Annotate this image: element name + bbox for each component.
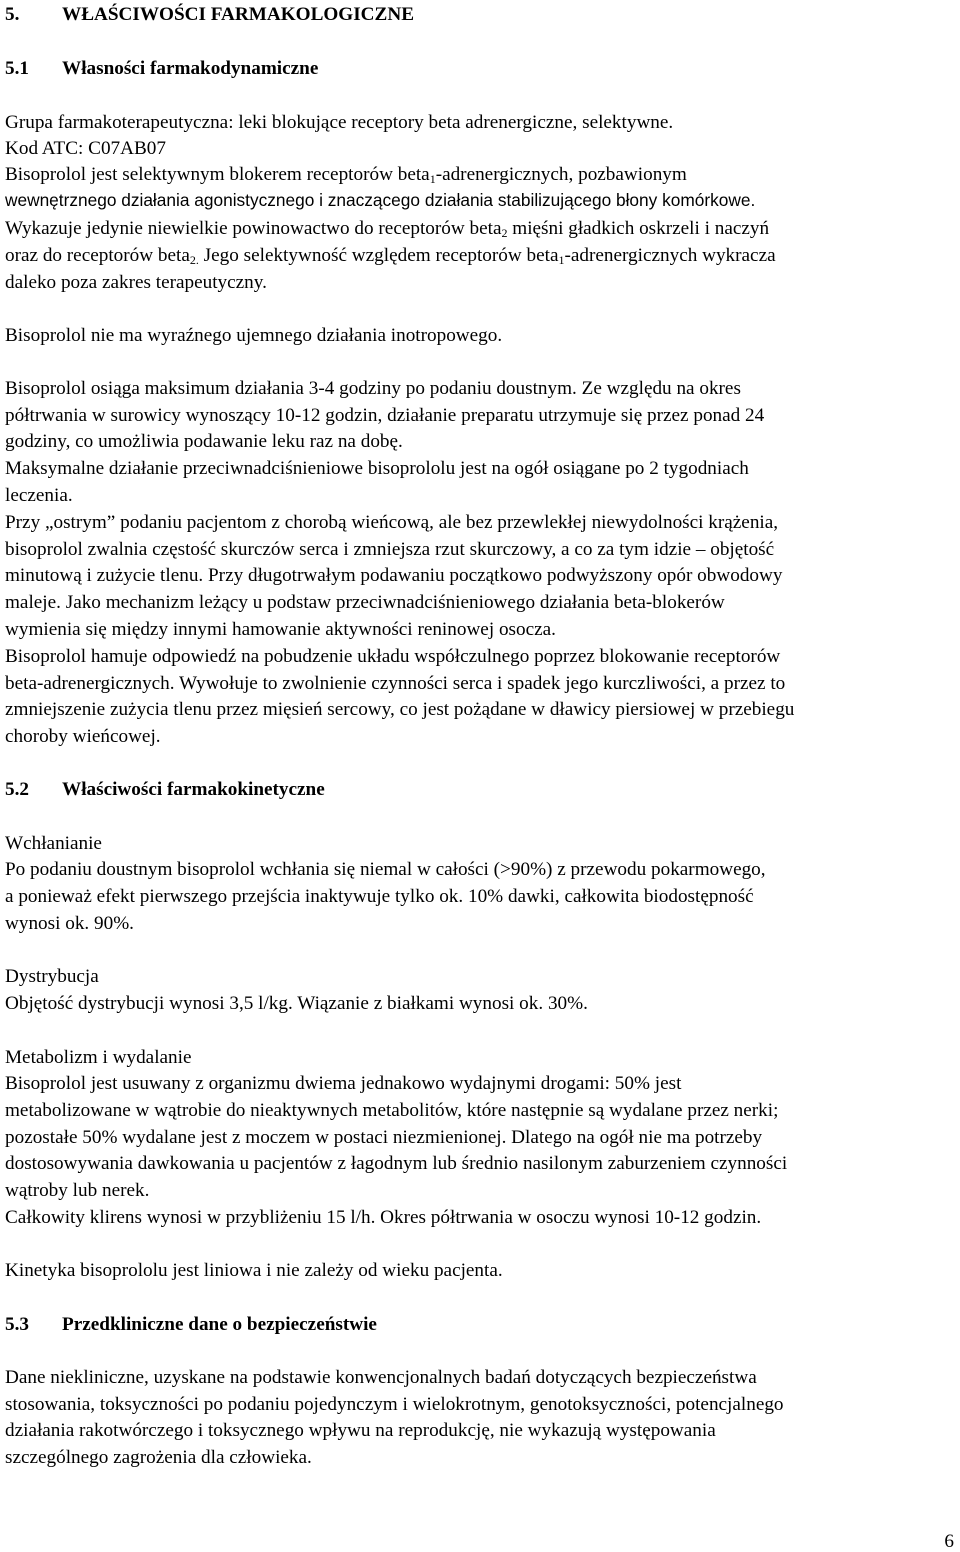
text-line: maleje. Jako mechanizm leżący u podstaw przeciwnadciśnieniowego działania beta-blokerów: [5, 592, 725, 613]
text-line: Maksymalne działanie przeciwnadciśnieniowe bisoprololu jest na ogół osiągane po 2 tygodniach: [5, 458, 749, 479]
text-line: Dane niekliniczne, uzyskane na podstawie konwencjonalnych badań dotyczących bezpieczeństwa: [5, 1367, 757, 1388]
text-line: minutową i zużycie tlenu. Przy długotrwałym podawaniu początkowo podwyższony opór obwodowy: [5, 565, 783, 586]
text-line: wynosi ok. 90%.: [5, 913, 134, 934]
text-line: pozostałe 50% wydalane jest z moczem w postaci niezmienionej. Dlatego na ogół nie ma potrzeby: [5, 1127, 763, 1148]
text-line: choroby wieńcowej.: [5, 726, 161, 747]
text-line: Przy „ostrym” podaniu pacjentom z chorobą wieńcową, ale bez przewlekłej niewydolności krążenia,: [5, 512, 779, 533]
subsection-heading: Własności farmakodynamiczne: [62, 58, 319, 79]
text-line: a ponieważ efekt pierwszego przejścia inaktywuje tylko ok. 10% dawki, całkowita biodostępność: [5, 886, 754, 907]
text-line: Bisoprolol osiąga maksimum działania 3-4 godziny po podaniu doustnym. Ze względu na okres: [5, 378, 741, 399]
text-line: Objętość dystrybucji wynosi 3,5 l/kg. Wiązanie z białkami wynosi ok. 30%.: [5, 993, 588, 1014]
text-line: Bisoprolol nie ma wyraźnego ujemnego działania inotropowego.: [5, 325, 503, 346]
text-line: bisoprolol zwalnia częstość skurczów serca i zmniejsza rzut skurczowy, a co za tym idzie – objętość: [5, 539, 775, 560]
subheading: Wchłanianie: [5, 833, 102, 854]
subheading: Dystrybucja: [5, 966, 99, 987]
subsection-number: 5.3: [5, 1314, 29, 1335]
text-line: Bisoprolol hamuje odpowiedź na pobudzenie układu współczulnego poprzez blokowanie receptorów: [5, 646, 781, 667]
text-line: metabolizowane w wątrobie do nieaktywnych metabolitów, które następnie są wydalane przez nerki;: [5, 1100, 779, 1121]
text-line: wymienia się między innymi hamowanie aktywności reninowej osocza.: [5, 619, 556, 640]
text-line: daleko poza zakres terapeutyczny.: [5, 272, 267, 293]
text-line: działania rakotwórczego i toksycznego wpływu na reprodukcję, nie wykazują występowania: [5, 1420, 716, 1441]
text-line: Po podaniu doustnym bisoprolol wchłania się niemal w całości (>90%) z przewodu pokarmowego,: [5, 859, 766, 880]
subsection-number: 5.2: [5, 779, 29, 800]
text-line: wewnętrznego działania agonistycznego i znaczącego działania stabilizującego błony komórkowe.: [5, 190, 756, 210]
text-line: Kod ATC: C07AB07: [5, 138, 166, 159]
section-heading: WŁAŚCIWOŚCI FARMAKOLOGICZNE: [62, 4, 414, 25]
text-line: półtrwania w surowicy wynoszący 10-12 godzin, działanie preparatu utrzymuje się przez ponad 24: [5, 405, 765, 426]
text-line: zmniejszenie zużycia tlenu przez mięsień sercowy, co jest pożądane w dławicy piersiowej w przebiegu: [5, 699, 795, 720]
text-line: oraz do receptorów beta$_{2.}$ Jego selektywność względem receptorów beta$_1$-adrenergicznych wykracza: [5, 245, 776, 267]
text-line: wątroby lub nerek.: [5, 1180, 150, 1201]
text-line: Kinetyka bisoprololu jest liniowa i nie zależy od wieku pacjenta.: [5, 1260, 503, 1281]
section-number: 5.: [5, 4, 20, 25]
text-line: godziny, co umożliwia podawanie leku raz na dobę.: [5, 431, 403, 452]
text-line: Bisoprolol jest selektywnym blokerem receptorów beta$_1$-adrenergicznych, pozbawionym: [5, 164, 687, 186]
text-line: Grupa farmakoterapeutyczna: leki blokujące receptory beta adrenergiczne, selektywne.: [5, 112, 674, 133]
text-line: dostosowywania dawkowania u pacjentów z łagodnym lub średnio nasilonym zaburzeniem czynności: [5, 1153, 788, 1174]
page-number: 6: [944, 1531, 954, 1552]
subsection-heading: Właściwości farmakokinetyczne: [62, 779, 325, 800]
text-line: leczenia.: [5, 485, 73, 506]
text-line: Całkowity klirens wynosi w przybliżeniu 15 l/h. Okres półtrwania w osoczu wynosi 10-12 godzin.: [5, 1207, 762, 1228]
text-line: stosowania, toksyczności po podaniu pojedynczym i wielokrotnym, genotoksyczności, potencjalnego: [5, 1394, 784, 1415]
subsection-heading: Przedkliniczne dane o bezpieczeństwie: [62, 1314, 377, 1335]
text-line: Wykazuje jedynie niewielkie powinowactwo do receptorów beta$_2$ mięśni gładkich oskrzeli i naczyń: [5, 218, 770, 240]
text-line: beta-adrenergicznych. Wywołuje to zwolnienie czynności serca i spadek jego kurczliwości, a przez to: [5, 673, 786, 694]
subheading: Metabolizm i wydalanie: [5, 1047, 192, 1068]
subsection-number: 5.1: [5, 58, 29, 79]
text-line: szczególnego zagrożenia dla człowieka.: [5, 1447, 312, 1468]
text-line: Bisoprolol jest usuwany z organizmu dwiema jednakowo wydajnymi drogami: 50% jest: [5, 1073, 682, 1094]
